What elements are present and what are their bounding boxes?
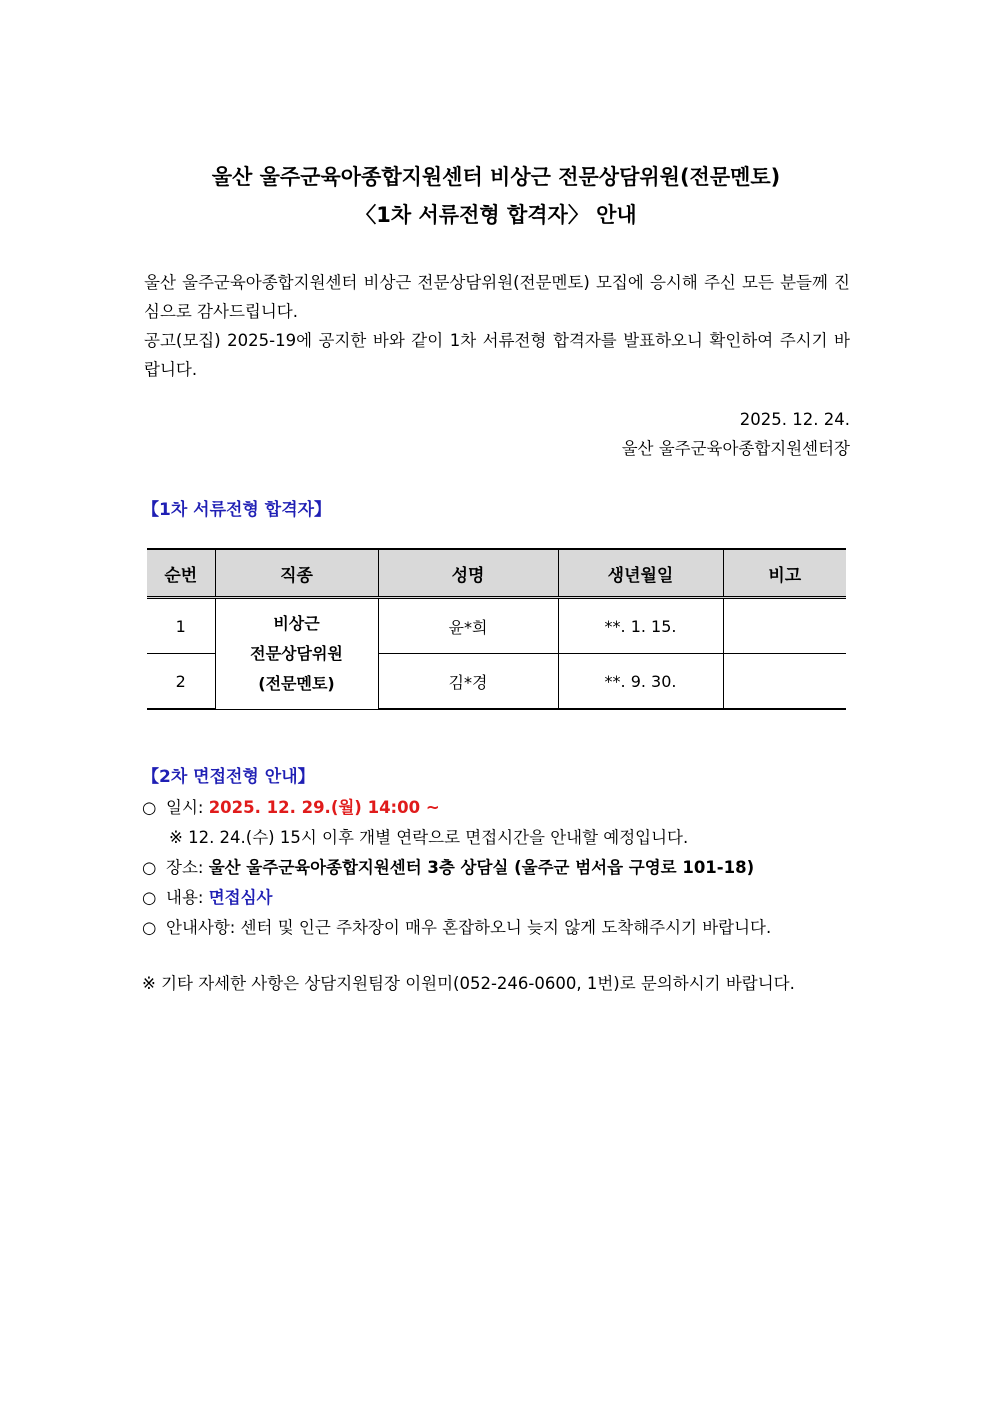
content-label: 내용:	[166, 888, 204, 907]
intro-paragraph-1: 울산 울주군육아종합지원센터 비상근 전문상담위원(전문멘토) 모집에 응시해 주신 모든 분들께 진심으로 감사드립니다.	[144, 273, 850, 321]
date-note: ※ 12. 24.(수) 15시 이후 개별 연락으로 면접시간을 안내할 예정입니다.	[169, 828, 689, 847]
interview-info-list	[142, 793, 854, 943]
list-item-date	[142, 793, 854, 823]
cell-birth: **. 1. 15.	[558, 598, 723, 654]
section-title-document-screening: 【1차 서류전형 합격자】	[142, 500, 332, 520]
notice-label: 안내사항:	[166, 918, 236, 937]
circle-bullet-icon: ○	[142, 888, 157, 907]
job-line-3: (전문멘토)	[258, 673, 335, 693]
cell-birth: **. 9. 30.	[558, 654, 723, 710]
circle-bullet-icon: ○	[142, 858, 157, 877]
place-label: 장소:	[166, 858, 204, 877]
circle-bullet-icon: ○	[142, 798, 157, 817]
header-name: 성명	[378, 549, 558, 598]
job-line-2: 전문상담위원	[250, 643, 343, 663]
cell-name: 김*경	[378, 654, 558, 710]
header-note: 비고	[723, 549, 846, 598]
issuer-name: 울산 울주군육아종합지원센터장	[621, 439, 850, 458]
title-line-2: 〈1차 서류전형 합격자〉 안내	[355, 203, 637, 227]
job-line-1: 비상근	[273, 613, 320, 633]
issue-date: 2025. 12. 24.	[739, 410, 850, 429]
list-item-date-note	[142, 823, 854, 853]
result-table	[147, 548, 846, 710]
intro-paragraph-2: 공고(모집) 2025-19에 공지한 바와 같이 1차 서류전형 합격자를 발표하오니 확인하여 주시기 바랍니다.	[144, 331, 850, 379]
list-item-place	[142, 853, 854, 883]
cell-no: 2	[147, 654, 215, 710]
date-label: 일시:	[166, 798, 204, 817]
page-title	[0, 158, 992, 234]
cell-note	[723, 654, 846, 710]
circle-bullet-icon: ○	[142, 918, 157, 937]
content-value: 면접심사	[208, 888, 273, 907]
contact-note: ※ 기타 자세한 사항은 상담지원팀장 이원미(052-246-0600, 1번)로 문의하시기 바랍니다.	[142, 974, 795, 993]
title-line-1: 울산 울주군육아종합지원센터 비상근 전문상담위원(전문멘토)	[211, 165, 781, 189]
header-birth: 생년월일	[558, 549, 723, 598]
list-item-content	[142, 883, 854, 913]
date-value: 2025. 12. 29.(월) 14:00 ~	[208, 798, 440, 817]
section-title-interview: 【2차 면접전형 안내】	[142, 767, 315, 787]
cell-name: 윤*희	[378, 598, 558, 654]
place-value: 울산 울주군육아종합지원센터 3층 상담실 (울주군 범서읍 구영로 101-18)	[208, 858, 755, 877]
cell-no: 1	[147, 598, 215, 654]
cell-note	[723, 598, 846, 654]
header-job: 직종	[215, 549, 378, 598]
table-header-row	[147, 549, 846, 598]
list-item-notice	[142, 913, 854, 943]
signature-block	[622, 405, 850, 463]
table-row	[147, 598, 846, 654]
notice-value: 센터 및 인근 주차장이 매우 혼잡하오니 늦지 않게 도착해주시기 바랍니다.	[240, 918, 772, 937]
intro-text	[144, 268, 850, 384]
header-no: 순번	[147, 549, 215, 598]
cell-job	[215, 598, 378, 710]
